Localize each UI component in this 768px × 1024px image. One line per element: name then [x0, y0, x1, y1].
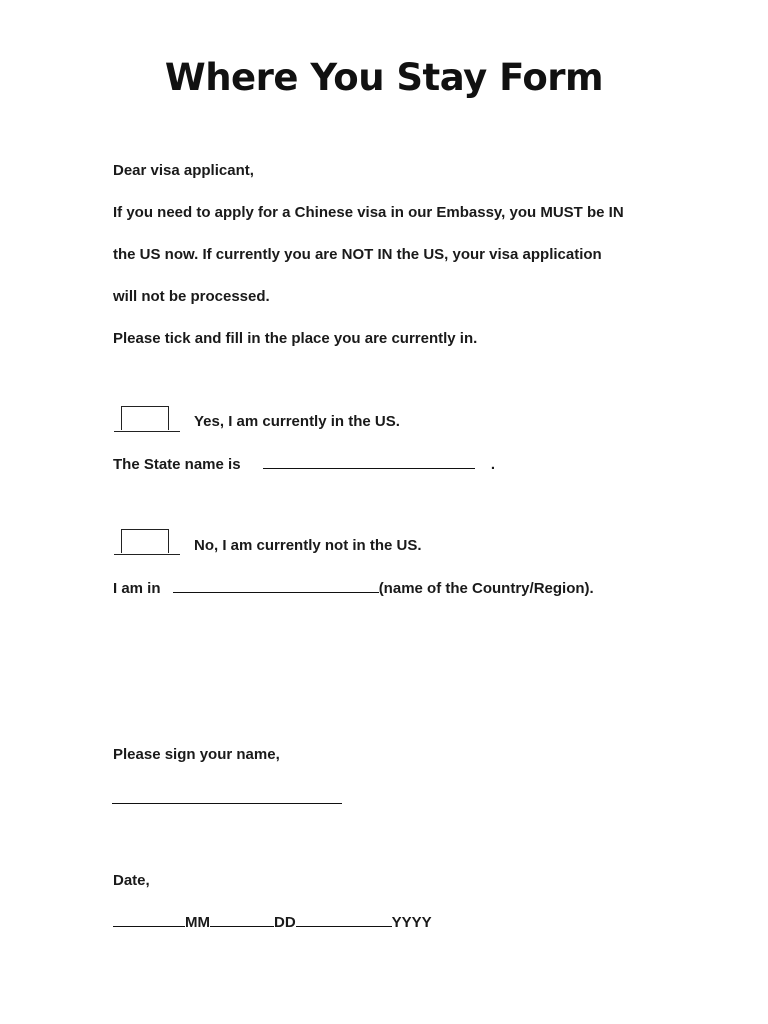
- no-option-label: No, I am currently not in the US.: [194, 537, 422, 554]
- country-label: I am in: [113, 580, 161, 597]
- country-hint: (name of the Country/Region).: [378, 580, 594, 597]
- date-row: [113, 912, 432, 933]
- no-checkbox[interactable]: [114, 529, 180, 555]
- state-name-field[interactable]: [263, 454, 475, 469]
- paragraph-line-2: the US now. If currently you are NOT IN the US, your visa application: [113, 246, 602, 263]
- instruction: Please tick and fill in the place you are currently in.: [113, 330, 478, 347]
- signature-prompt: Please sign your name,: [113, 746, 280, 763]
- greeting: Dear visa applicant,: [113, 162, 254, 179]
- yes-checkbox-box: [121, 406, 169, 430]
- paragraph-line-3: will not be processed.: [113, 288, 270, 305]
- date-label: Date,: [113, 872, 150, 889]
- no-checkbox-box: [121, 529, 169, 553]
- day-label: DD: [274, 914, 296, 931]
- form-title: Where You Stay Form: [164, 56, 604, 99]
- year-label: YYYY: [391, 914, 432, 931]
- yes-checkbox-underline: [114, 431, 180, 432]
- day-field[interactable]: [210, 912, 274, 927]
- country-field[interactable]: [173, 578, 379, 593]
- no-checkbox-underline: [114, 554, 180, 555]
- state-name-row: [113, 454, 495, 475]
- month-label: MM: [185, 914, 210, 931]
- month-field[interactable]: [113, 912, 185, 927]
- state-name-period: .: [490, 456, 496, 473]
- year-field[interactable]: [296, 912, 392, 927]
- country-row: [113, 578, 594, 599]
- yes-checkbox[interactable]: [114, 406, 180, 432]
- state-name-label: The State name is: [113, 456, 241, 473]
- signature-field[interactable]: [112, 803, 342, 804]
- paragraph-line-1: If you need to apply for a Chinese visa in our Embassy, you MUST be IN: [113, 204, 624, 221]
- yes-option-label: Yes, I am currently in the US.: [194, 413, 400, 430]
